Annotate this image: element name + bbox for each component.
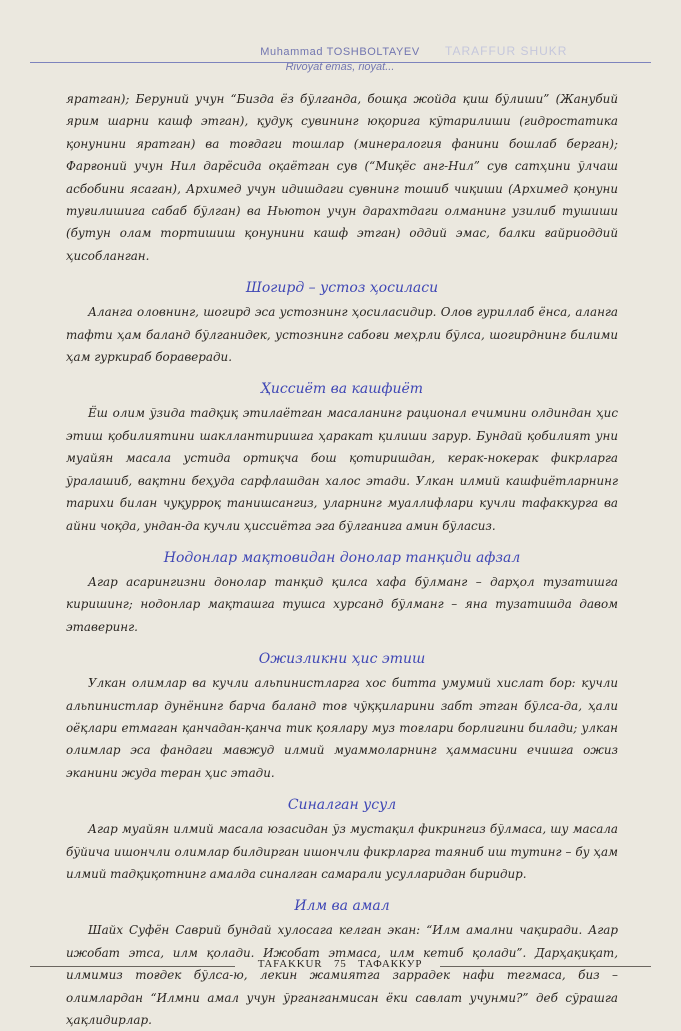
- footer-rule-left: [30, 966, 235, 967]
- section-heading: Шогирд – устоз ҳосиласи: [245, 280, 439, 297]
- footer-text: [245, 958, 435, 970]
- paragraph: Улкан олимлар ва кучли альпинистларга хос битта умумий хислат бор: кучли альпинистлар дунёнинг барча баланд тоғ чўққиларини забт этган бўлса-да, ҳали оёқлари етмаган қанчадан-қанча тик қоялару муз тоғлари борлигини билади; улкан олимлар эса фандаги мавжуд илмий муаммоларнинг ҳаммасини ечишга ожиз эканини жуда теран ҳис этади.: [66, 676, 618, 780]
- footer-title-latin: TAFAKKUR: [257, 958, 323, 970]
- paragraph: Шайх Суфён Саврий бундай хулосага келган экан: “Илм амални чақиради. Агар ижобат этса, илм қолади. Ижобат этмаса, илм кетиб қолади”. Дарҳақиқат, илмимиз тоғдек бўлса-ю, лекин жамиятга заррадек нафи тегмаса, биз – олимлардан “Илмни амал учун ўрганганмисан ёки савлат учунми?” деб сўрашга ҳақлидирлар.: [66, 923, 618, 1027]
- section-heading: Нодонлар мақтовидан донолар танқиди афзал: [163, 549, 521, 566]
- paragraph: Ёш олим ўзида тадқиқ этилаётган масаланинг рационал ечимини олдиндан ҳис этиш қобилиятини шакллантиришга ҳаракат қилиши зарур. Бундай қобилият уни муайян масала устида ортиқча бош қотиришдан, керак-нокерак фикрларга ўралашиб, вақтни беҳуда сарфлашдан халос этади. Улкан илмий кашфиётларнинг тарихи билан чуқурроқ танишсангиз, уларнинг муаллифлари кучли тафаккурга ва айни чоқда, ундан-да кучли ҳиссиётга эга бўлганига амин бўласиз.: [66, 406, 618, 533]
- header-author: Muhammad TOSHBOLTAYEV: [260, 46, 420, 58]
- section-heading: Синалган усул: [287, 797, 397, 814]
- paragraph: Агар асарингизни донолар танқид қилса хафа бўлманг – дарҳол тузатишга киришинг; нодонлар мақташга тушса хурсанд бўлманг – яна тузатишда давом этаверинг.: [66, 574, 618, 634]
- page-number: 75: [333, 958, 347, 970]
- paragraph: Агар муайян илмий масала юзасидан ўз мустақил фикрингиз бўлмаса, шу масала бўйича ишончли олимлар билдирган ишончли фикрларга таяниб иш тутинг – бу ҳам илмий тадқиқотнинг амалда синалган самарали усулларидан биридир.: [66, 822, 618, 881]
- running-header: [170, 46, 510, 73]
- paragraph: яратган); Беруний учун “Бизда ёз бўлганда, бошқа жойда қиш бўлиши” (Жанубий ярим шарни кашф этган), қудуқ сувининг юқорига кўтарилиши (гидростатика қонунини яратган) ва тоғдаги тошлар (минералогия фанини бошлаб берган); Фарғоний учун Нил дарёсида оқаётган сув (“Миқёс анг-Нил” сув сатҳини ўлчаш асбобини ясаган), Архимед учун идишдаги сувнинг тошиб чиқиши (Архимед қонуни туғилишига сабаб бўлган) ва Ньютон учун дарахтдаги олманинг узилиб тушиши (бутун олам тортишиш қонунини кашф этган) оддий эмас, балки ғайриоддий ҳисобланган.: [66, 92, 618, 263]
- section-heading: Ҳиссиёт ва кашфиёт: [260, 381, 424, 398]
- section-heading: Илм ва амал: [294, 898, 390, 915]
- header-rule: [30, 62, 651, 63]
- header-ghost-text: TARAFFUR SHUKR: [445, 44, 568, 58]
- running-footer: [30, 958, 651, 974]
- footer-title-cyrillic: ТАФАККУР: [358, 958, 423, 970]
- paragraph: Аланга оловнинг, шогирд эса устознинг ҳосиласидир. Олов гуриллаб ёнса, аланга тафти ҳам баланд бўлганидек, устознинг сабоғи меҳрли бўлса, шогирднинг билими ҳам гуркираб бораверади.: [66, 305, 618, 365]
- footer-rule-right: [440, 966, 651, 967]
- section-heading: Ожизликни ҳис этиш: [258, 651, 426, 668]
- body-text: [66, 88, 618, 1031]
- header-subtitle: Rivoyat emas, rioyat...: [285, 61, 395, 73]
